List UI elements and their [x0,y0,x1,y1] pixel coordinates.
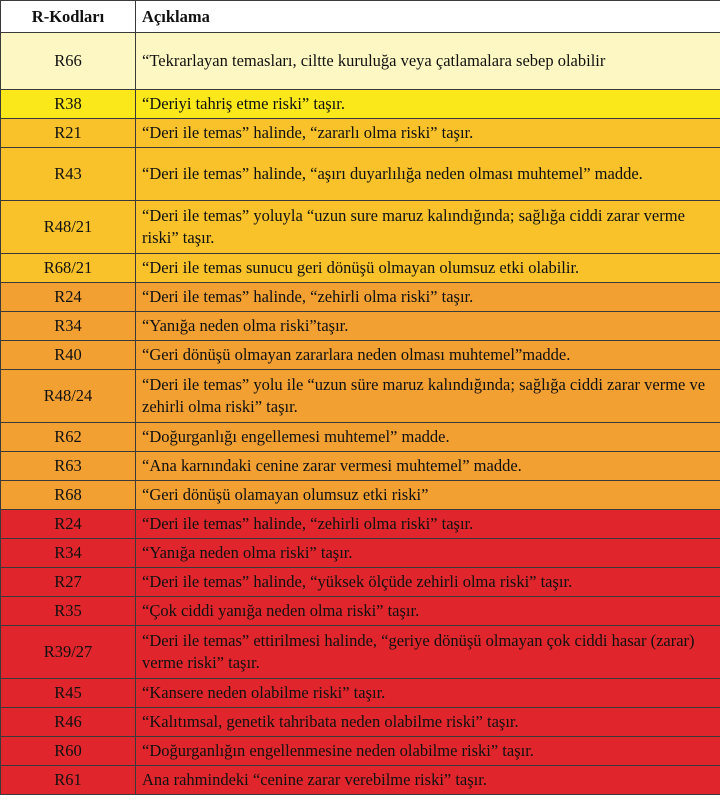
description-cell: “Deri ile temas” ettirilmesi halinde, “geriye dönüşü olmayan çok ciddi hasar (zarar) verme riski” taşır. [136,626,720,679]
r-code-cell: R34 [1,539,136,568]
description-cell: “Yanığa neden olma riski”taşır. [136,312,720,341]
header-row [1,1,720,33]
r-code-cell: R63 [1,452,136,481]
table-row [1,33,720,90]
table-row [1,597,720,626]
description-cell: “Tekrarlayan temasları, ciltte kuruluğa veya çatlamalara sebep olabilir [136,33,720,90]
r-code-cell: R68/21 [1,254,136,283]
table-row [1,370,720,423]
description-cell: “Deri ile temas” halinde, “yüksek ölçüde zehirli olma riski” taşır. [136,568,720,597]
r-code-cell: R21 [1,119,136,148]
r-code-cell: R48/21 [1,201,136,254]
table-row [1,708,720,737]
table-row [1,312,720,341]
description-cell: “Ana karnındaki cenine zarar vermesi muhtemel” madde. [136,452,720,481]
table-row [1,766,720,795]
r-code-cell: R39/27 [1,626,136,679]
column-header-code: R-Kodları [1,1,136,33]
r-code-cell: R40 [1,341,136,370]
r-code-cell: R68 [1,481,136,510]
table-row [1,679,720,708]
r-code-cell: R38 [1,90,136,119]
description-cell: “Deri ile temas” halinde, “zararlı olma riski” taşır. [136,119,720,148]
description-cell: “Deri ile temas” yoluyla “uzun sure maruz kalındığında; sağlığa ciddi zarar verme riski” taşır. [136,201,720,254]
table-row [1,452,720,481]
description-cell: “Doğurganlığı engellemesi muhtemel” madde. [136,423,720,452]
table-row [1,510,720,539]
r-code-cell: R34 [1,312,136,341]
description-cell: Ana rahmindeki “cenine zarar verebilme riski” taşır. [136,766,720,795]
table-body [1,33,720,795]
table-row [1,148,720,201]
table-row [1,568,720,597]
table-row [1,201,720,254]
table-row [1,481,720,510]
description-cell: “Kansere neden olabilme riski” taşır. [136,679,720,708]
table-row [1,90,720,119]
description-cell: “Çok ciddi yanığa neden olma riski” taşır. [136,597,720,626]
r-code-cell: R43 [1,148,136,201]
table-row [1,423,720,452]
description-cell: “Kalıtımsal, genetik tahribata neden olabilme riski” taşır. [136,708,720,737]
description-cell: “Geri dönüşü olamayan olumsuz etki riski” [136,481,720,510]
r-code-cell: R60 [1,737,136,766]
r-code-cell: R35 [1,597,136,626]
r-code-cell: R27 [1,568,136,597]
r-code-cell: R24 [1,283,136,312]
r-code-cell: R61 [1,766,136,795]
table-row [1,283,720,312]
description-cell: “Doğurganlığın engellenmesine neden olabilme riski” taşır. [136,737,720,766]
r-code-cell: R48/24 [1,370,136,423]
r-code-cell: R46 [1,708,136,737]
table-row [1,341,720,370]
r-code-cell: R66 [1,33,136,90]
table-row [1,737,720,766]
description-cell: “Deri ile temas sunucu geri dönüşü olmayan olumsuz etki olabilir. [136,254,720,283]
description-cell: “Geri dönüşü olmayan zararlara neden olması muhtemel”madde. [136,341,720,370]
column-header-description: Açıklama [136,1,720,33]
table-row [1,626,720,679]
table-header [1,1,720,33]
r-code-cell: R62 [1,423,136,452]
table-row [1,539,720,568]
description-cell: “Deri ile temas” halinde, “zehirli olma riski” taşır. [136,510,720,539]
r-code-cell: R45 [1,679,136,708]
table-row [1,119,720,148]
description-cell: “Deri ile temas” halinde, “zehirli olma riski” taşır. [136,283,720,312]
description-cell: “Deri ile temas” yolu ile “uzun süre maruz kalındığında; sağlığa ciddi zarar verme ve zehirli olma riski” taşır. [136,370,720,423]
description-cell: “Yanığa neden olma riski” taşır. [136,539,720,568]
description-cell: “Deri ile temas” halinde, “aşırı duyarlılığa neden olması muhtemel” madde. [136,148,720,201]
r-code-cell: R24 [1,510,136,539]
table-row [1,254,720,283]
description-cell: “Deriyi tahriş etme riski” taşır. [136,90,720,119]
